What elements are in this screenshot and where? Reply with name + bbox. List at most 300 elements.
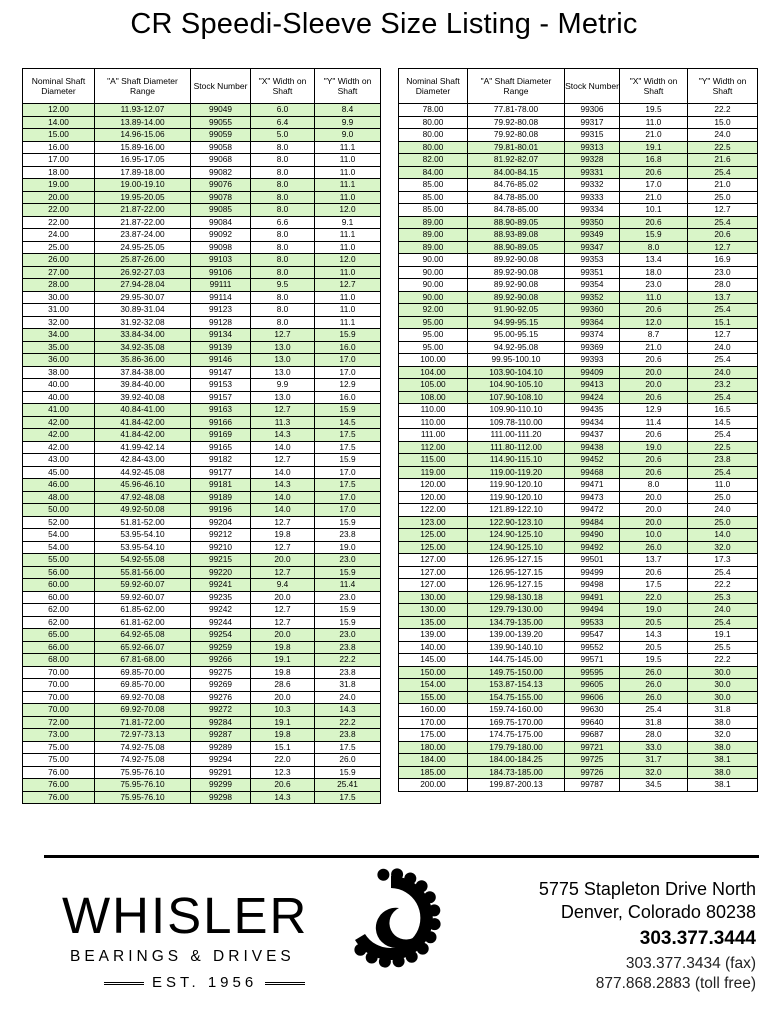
table-row xyxy=(399,204,758,217)
logo-est-text: EST. 1956 xyxy=(152,974,258,991)
y-width-cell: 11.0 xyxy=(315,154,381,167)
y-width-cell: 23.0 xyxy=(688,266,758,279)
stock-number-cell: 99640 xyxy=(565,716,620,729)
y-width-cell: 15.0 xyxy=(688,116,758,129)
x-width-cell: 28.0 xyxy=(620,729,688,742)
shaft-range-cell: 11.93-12.07 xyxy=(95,104,191,117)
stock-number-cell: 99630 xyxy=(565,704,620,717)
y-width-cell: 25.4 xyxy=(688,466,758,479)
y-width-cell: 19.1 xyxy=(688,629,758,642)
stock-number-cell: 99254 xyxy=(191,629,251,642)
stock-number-cell: 99687 xyxy=(565,729,620,742)
table-header-row xyxy=(23,69,381,104)
stock-number-cell: 99501 xyxy=(565,554,620,567)
nominal-diameter-cell: 48.00 xyxy=(23,491,95,504)
x-width-cell: 14.0 xyxy=(251,441,315,454)
nominal-diameter-cell: 127.00 xyxy=(399,554,468,567)
shaft-range-cell: 64.92-65.08 xyxy=(95,629,191,642)
shaft-range-cell: 129.98-130.18 xyxy=(468,591,565,604)
stock-number-cell: 99165 xyxy=(191,441,251,454)
table-row xyxy=(399,654,758,667)
y-width-cell: 25.4 xyxy=(688,391,758,404)
shaft-range-cell: 84.78-85.00 xyxy=(468,191,565,204)
nominal-diameter-cell: 85.00 xyxy=(399,179,468,192)
y-width-cell: 22.2 xyxy=(688,654,758,667)
y-width-cell: 11.0 xyxy=(315,304,381,317)
x-width-cell: 13.7 xyxy=(620,554,688,567)
table-row xyxy=(23,479,381,492)
table-row xyxy=(399,504,758,517)
stock-number-cell: 99547 xyxy=(565,629,620,642)
shaft-range-cell: 94.92-95.08 xyxy=(468,341,565,354)
x-width-cell: 20.6 xyxy=(620,391,688,404)
gear-tooth xyxy=(429,918,441,930)
x-width-cell: 20.0 xyxy=(620,504,688,517)
nominal-diameter-cell: 75.00 xyxy=(23,741,95,754)
nominal-diameter-cell: 73.00 xyxy=(23,729,95,742)
y-width-cell: 25.0 xyxy=(688,516,758,529)
shaft-range-cell: 24.95-25.05 xyxy=(95,241,191,254)
stock-number-cell: 99434 xyxy=(565,416,620,429)
x-width-cell: 6.0 xyxy=(251,104,315,117)
nominal-diameter-cell: 108.00 xyxy=(399,391,468,404)
nominal-diameter-cell: 14.00 xyxy=(23,116,95,129)
y-width-cell: 38.0 xyxy=(688,766,758,779)
x-width-cell: 15.1 xyxy=(251,741,315,754)
nominal-diameter-cell: 95.00 xyxy=(399,341,468,354)
stock-number-cell: 99182 xyxy=(191,454,251,467)
x-width-cell: 20.0 xyxy=(620,516,688,529)
shaft-range-cell: 21.87-22.00 xyxy=(95,216,191,229)
table-row xyxy=(23,766,381,779)
x-width-cell: 8.0 xyxy=(251,254,315,267)
stock-number-cell: 99435 xyxy=(565,404,620,417)
x-width-cell: 11.0 xyxy=(620,116,688,129)
nominal-diameter-cell: 36.00 xyxy=(23,354,95,367)
x-width-cell: 26.0 xyxy=(620,691,688,704)
table-row xyxy=(399,779,758,792)
shaft-range-cell: 99.95-100.10 xyxy=(468,354,565,367)
stock-number-cell: 99317 xyxy=(565,116,620,129)
stock-number-cell: 99092 xyxy=(191,229,251,242)
table-row xyxy=(399,291,758,304)
y-width-cell: 11.0 xyxy=(315,291,381,304)
y-width-cell: 19.0 xyxy=(315,541,381,554)
x-width-cell: 14.0 xyxy=(251,504,315,517)
nominal-diameter-cell: 84.00 xyxy=(399,166,468,179)
nominal-diameter-cell: 115.00 xyxy=(399,454,468,467)
shaft-range-cell: 139.00-139.20 xyxy=(468,629,565,642)
x-width-cell: 20.6 xyxy=(620,466,688,479)
table-row xyxy=(23,304,381,317)
stock-number-cell: 99055 xyxy=(191,116,251,129)
shaft-range-cell: 17.89-18.00 xyxy=(95,166,191,179)
nominal-diameter-cell: 80.00 xyxy=(399,116,468,129)
x-width-cell: 21.0 xyxy=(620,341,688,354)
table-row xyxy=(399,404,758,417)
nominal-diameter-cell: 26.00 xyxy=(23,254,95,267)
table-row xyxy=(399,629,758,642)
shaft-range-cell: 61.85-62.00 xyxy=(95,604,191,617)
x-width-cell: 8.0 xyxy=(251,241,315,254)
x-width-cell: 14.3 xyxy=(620,629,688,642)
shaft-range-cell: 119.00-119.20 xyxy=(468,466,565,479)
shaft-range-cell: 37.84-38.00 xyxy=(95,366,191,379)
x-width-cell: 8.0 xyxy=(251,141,315,154)
y-width-cell: 17.5 xyxy=(315,741,381,754)
table-row xyxy=(23,754,381,767)
x-width-cell: 32.0 xyxy=(620,766,688,779)
table-row xyxy=(23,591,381,604)
nominal-diameter-cell: 175.00 xyxy=(399,729,468,742)
shaft-range-cell: 95.00-95.15 xyxy=(468,329,565,342)
shaft-range-cell: 103.90-104.10 xyxy=(468,366,565,379)
stock-number-cell: 99331 xyxy=(565,166,620,179)
y-width-cell: 11.1 xyxy=(315,141,381,154)
y-width-cell: 31.8 xyxy=(315,679,381,692)
y-width-cell: 25.0 xyxy=(688,191,758,204)
table-row xyxy=(23,129,381,142)
x-width-cell: 20.6 xyxy=(620,454,688,467)
y-width-cell: 11.0 xyxy=(315,241,381,254)
x-width-cell: 20.0 xyxy=(251,591,315,604)
shaft-range-cell: 41.99-42.14 xyxy=(95,441,191,454)
shaft-range-cell: 77.81-78.00 xyxy=(468,104,565,117)
stock-number-cell: 99146 xyxy=(191,354,251,367)
stock-number-cell: 99350 xyxy=(565,216,620,229)
y-width-cell: 21.0 xyxy=(688,179,758,192)
table-row xyxy=(399,341,758,354)
table-row xyxy=(399,104,758,117)
stock-number-cell: 99059 xyxy=(191,129,251,142)
nominal-diameter-cell: 70.00 xyxy=(23,679,95,692)
y-width-cell: 15.9 xyxy=(315,566,381,579)
nominal-diameter-cell: 154.00 xyxy=(399,679,468,692)
shaft-range-cell: 84.00-84.15 xyxy=(468,166,565,179)
stock-number-cell: 99242 xyxy=(191,604,251,617)
table-row xyxy=(23,379,381,392)
shaft-range-cell: 75.95-76.10 xyxy=(95,779,191,792)
nominal-diameter-cell: 20.00 xyxy=(23,191,95,204)
shaft-range-cell: 25.87-26.00 xyxy=(95,254,191,267)
table-row xyxy=(399,604,758,617)
stock-number-cell: 99452 xyxy=(565,454,620,467)
shaft-range-cell: 21.87-22.00 xyxy=(95,204,191,217)
table-row xyxy=(23,366,381,379)
nominal-diameter-cell: 50.00 xyxy=(23,504,95,517)
y-width-cell: 24.0 xyxy=(315,691,381,704)
table-row xyxy=(399,591,758,604)
table-row xyxy=(399,179,758,192)
stock-number-cell: 99291 xyxy=(191,766,251,779)
table-row xyxy=(23,779,381,792)
stock-number-cell: 99353 xyxy=(565,254,620,267)
gear-tooth xyxy=(377,869,389,881)
table-row xyxy=(399,366,758,379)
stock-number-cell: 99438 xyxy=(565,441,620,454)
stock-number-cell: 99299 xyxy=(191,779,251,792)
table-row xyxy=(399,516,758,529)
shaft-range-cell: 124.90-125.10 xyxy=(468,541,565,554)
x-width-cell: 20.5 xyxy=(620,616,688,629)
nominal-diameter-cell: 76.00 xyxy=(23,791,95,804)
shaft-range-cell: 14.96-15.06 xyxy=(95,129,191,142)
header-nominal-diameter: Nominal Shaft Diameter xyxy=(23,69,95,104)
shaft-range-cell: 35.86-36.00 xyxy=(95,354,191,367)
nominal-diameter-cell: 25.00 xyxy=(23,241,95,254)
y-width-cell: 30.0 xyxy=(688,666,758,679)
table-row xyxy=(23,629,381,642)
y-width-cell: 17.3 xyxy=(688,554,758,567)
table-row xyxy=(399,454,758,467)
table-row xyxy=(399,354,758,367)
x-width-cell: 12.7 xyxy=(251,516,315,529)
table-row xyxy=(23,791,381,804)
gear-tooth xyxy=(417,943,429,955)
x-width-cell: 25.4 xyxy=(620,704,688,717)
stock-number-cell: 99058 xyxy=(191,141,251,154)
nominal-diameter-cell: 45.00 xyxy=(23,466,95,479)
y-width-cell: 12.7 xyxy=(688,241,758,254)
shaft-range-cell: 31.92-32.08 xyxy=(95,316,191,329)
header-stock-number: Stock Number xyxy=(565,69,620,104)
stock-number-cell: 99163 xyxy=(191,404,251,417)
x-width-cell: 17.0 xyxy=(620,179,688,192)
y-width-cell: 20.6 xyxy=(688,229,758,242)
stock-number-cell: 99084 xyxy=(191,216,251,229)
stock-number-cell: 99494 xyxy=(565,604,620,617)
x-width-cell: 19.0 xyxy=(620,441,688,454)
x-width-cell: 18.0 xyxy=(620,266,688,279)
table-row xyxy=(23,554,381,567)
y-width-cell: 17.0 xyxy=(315,354,381,367)
stock-number-cell: 99098 xyxy=(191,241,251,254)
nominal-diameter-cell: 54.00 xyxy=(23,529,95,542)
nominal-diameter-cell: 34.00 xyxy=(23,329,95,342)
shaft-range-cell: 111.00-111.20 xyxy=(468,429,565,442)
x-width-cell: 21.0 xyxy=(620,129,688,142)
shaft-range-cell: 47.92-48.08 xyxy=(95,491,191,504)
y-width-cell: 22.2 xyxy=(688,104,758,117)
x-width-cell: 20.6 xyxy=(620,216,688,229)
shaft-range-cell: 41.84-42.00 xyxy=(95,416,191,429)
y-width-cell: 15.1 xyxy=(688,316,758,329)
shaft-range-cell: 159.74-160.00 xyxy=(468,704,565,717)
x-width-cell: 19.5 xyxy=(620,104,688,117)
shaft-range-cell: 33.84-34.00 xyxy=(95,329,191,342)
stock-number-cell: 99298 xyxy=(191,791,251,804)
table-row xyxy=(399,329,758,342)
y-width-cell: 14.5 xyxy=(688,416,758,429)
nominal-diameter-cell: 125.00 xyxy=(399,529,468,542)
x-width-cell: 9.5 xyxy=(251,279,315,292)
stock-number-cell: 99533 xyxy=(565,616,620,629)
nominal-diameter-cell: 46.00 xyxy=(23,479,95,492)
x-width-cell: 20.5 xyxy=(620,641,688,654)
nominal-diameter-cell: 35.00 xyxy=(23,341,95,354)
shaft-range-cell: 88.93-89.08 xyxy=(468,229,565,242)
shaft-range-cell: 75.95-76.10 xyxy=(95,766,191,779)
table-row xyxy=(23,204,381,217)
address-city: Denver, Colorado 80238 xyxy=(560,902,756,922)
x-width-cell: 31.7 xyxy=(620,754,688,767)
table-row xyxy=(23,666,381,679)
x-width-cell: 8.0 xyxy=(620,479,688,492)
table-row xyxy=(23,404,381,417)
gear-tooth xyxy=(366,952,378,964)
nominal-diameter-cell: 122.00 xyxy=(399,504,468,517)
y-width-cell: 22.2 xyxy=(315,716,381,729)
y-width-cell: 23.8 xyxy=(688,454,758,467)
shaft-range-cell: 119.90-120.10 xyxy=(468,491,565,504)
stock-number-cell: 99241 xyxy=(191,579,251,592)
y-width-cell: 9.0 xyxy=(315,129,381,142)
y-width-cell: 9.9 xyxy=(315,116,381,129)
nominal-diameter-cell: 40.00 xyxy=(23,379,95,392)
shaft-range-cell: 59.92-60.07 xyxy=(95,591,191,604)
y-width-cell: 11.0 xyxy=(315,191,381,204)
y-width-cell: 8.4 xyxy=(315,104,381,117)
stock-number-cell: 99333 xyxy=(565,191,620,204)
x-width-cell: 19.8 xyxy=(251,729,315,742)
table-row xyxy=(399,479,758,492)
nominal-diameter-cell: 76.00 xyxy=(23,779,95,792)
y-width-cell: 38.1 xyxy=(688,779,758,792)
x-width-cell: 8.0 xyxy=(251,316,315,329)
x-width-cell: 8.7 xyxy=(620,329,688,342)
x-width-cell: 8.0 xyxy=(251,154,315,167)
gear-tooth xyxy=(425,931,437,943)
shaft-range-cell: 29.95-30.07 xyxy=(95,291,191,304)
shaft-range-cell: 114.90-115.10 xyxy=(468,454,565,467)
shaft-range-cell: 153.87-154.13 xyxy=(468,679,565,692)
x-width-cell: 14.3 xyxy=(251,429,315,442)
address-block xyxy=(539,878,756,994)
x-width-cell: 19.1 xyxy=(251,716,315,729)
x-width-cell: 20.0 xyxy=(620,366,688,379)
stock-number-cell: 99473 xyxy=(565,491,620,504)
table-row xyxy=(23,179,381,192)
x-width-cell: 8.0 xyxy=(251,304,315,317)
x-width-cell: 20.6 xyxy=(620,566,688,579)
y-width-cell: 16.0 xyxy=(315,341,381,354)
stock-number-cell: 99468 xyxy=(565,466,620,479)
y-width-cell: 25.4 xyxy=(688,616,758,629)
x-width-cell: 6.4 xyxy=(251,116,315,129)
stock-number-cell: 99103 xyxy=(191,254,251,267)
table-row xyxy=(23,716,381,729)
nominal-diameter-cell: 111.00 xyxy=(399,429,468,442)
table-row xyxy=(23,604,381,617)
stock-number-cell: 99369 xyxy=(565,341,620,354)
y-width-cell: 25.0 xyxy=(688,491,758,504)
shaft-range-cell: 54.92-55.08 xyxy=(95,554,191,567)
nominal-diameter-cell: 32.00 xyxy=(23,316,95,329)
y-width-cell: 38.0 xyxy=(688,741,758,754)
table-row xyxy=(23,154,381,167)
page-title: CR Speedi-Sleeve Size Listing - Metric xyxy=(130,8,638,40)
nominal-diameter-cell: 90.00 xyxy=(399,291,468,304)
nominal-diameter-cell: 200.00 xyxy=(399,779,468,792)
x-width-cell: 20.6 xyxy=(620,354,688,367)
y-width-cell: 17.0 xyxy=(315,491,381,504)
y-width-cell: 14.3 xyxy=(315,704,381,717)
x-width-cell: 12.7 xyxy=(251,329,315,342)
shaft-range-cell: 79.92-80.08 xyxy=(468,129,565,142)
table-row xyxy=(23,166,381,179)
x-width-cell: 9.9 xyxy=(251,379,315,392)
stock-number-cell: 99204 xyxy=(191,516,251,529)
nominal-diameter-cell: 70.00 xyxy=(23,666,95,679)
table-row xyxy=(23,216,381,229)
shaft-range-cell: 67.81-68.00 xyxy=(95,654,191,667)
stock-number-cell: 99352 xyxy=(565,291,620,304)
table-row xyxy=(399,229,758,242)
stock-number-cell: 99078 xyxy=(191,191,251,204)
nominal-diameter-cell: 42.00 xyxy=(23,441,95,454)
nominal-diameter-cell: 42.00 xyxy=(23,416,95,429)
shaft-range-cell: 19.00-19.10 xyxy=(95,179,191,192)
nominal-diameter-cell: 65.00 xyxy=(23,629,95,642)
table-row xyxy=(23,254,381,267)
table-row xyxy=(23,141,381,154)
x-width-cell: 12.0 xyxy=(620,316,688,329)
nominal-diameter-cell: 139.00 xyxy=(399,629,468,642)
table-row xyxy=(399,429,758,442)
table-row xyxy=(399,241,758,254)
stock-number-cell: 99315 xyxy=(565,129,620,142)
shaft-range-cell: 111.80-112.00 xyxy=(468,441,565,454)
stock-number-cell: 99364 xyxy=(565,316,620,329)
stock-number-cell: 99492 xyxy=(565,541,620,554)
nominal-diameter-cell: 72.00 xyxy=(23,716,95,729)
x-width-cell: 20.0 xyxy=(620,379,688,392)
x-width-cell: 8.0 xyxy=(251,179,315,192)
nominal-diameter-cell: 85.00 xyxy=(399,204,468,217)
header-shaft-range: "A" Shaft Diameter Range xyxy=(468,69,565,104)
shaft-range-cell: 94.99-95.15 xyxy=(468,316,565,329)
stock-number-cell: 99114 xyxy=(191,291,251,304)
stock-number-cell: 99128 xyxy=(191,316,251,329)
y-width-cell: 24.0 xyxy=(688,341,758,354)
y-width-cell: 25.4 xyxy=(688,166,758,179)
x-width-cell: 19.0 xyxy=(620,604,688,617)
y-width-cell: 22.2 xyxy=(315,654,381,667)
nominal-diameter-cell: 160.00 xyxy=(399,704,468,717)
stock-number-cell: 99212 xyxy=(191,529,251,542)
nominal-diameter-cell: 90.00 xyxy=(399,279,468,292)
x-width-cell: 31.8 xyxy=(620,716,688,729)
stock-number-cell: 99210 xyxy=(191,541,251,554)
shaft-range-cell: 109.90-110.10 xyxy=(468,404,565,417)
x-width-cell: 13.0 xyxy=(251,366,315,379)
stock-number-cell: 99334 xyxy=(565,204,620,217)
shaft-range-cell: 45.96-46.10 xyxy=(95,479,191,492)
stock-number-cell: 99605 xyxy=(565,679,620,692)
nominal-diameter-cell: 145.00 xyxy=(399,654,468,667)
x-width-cell: 8.0 xyxy=(251,204,315,217)
table-row xyxy=(23,504,381,517)
table-row xyxy=(23,466,381,479)
x-width-cell: 11.4 xyxy=(620,416,688,429)
gear-tooth xyxy=(428,904,440,916)
stock-number-cell: 99266 xyxy=(191,654,251,667)
shaft-range-cell: 55.81-56.00 xyxy=(95,566,191,579)
shaft-range-cell: 126.95-127.15 xyxy=(468,554,565,567)
y-width-cell: 15.9 xyxy=(315,766,381,779)
table-row xyxy=(399,379,758,392)
stock-number-cell: 99721 xyxy=(565,741,620,754)
